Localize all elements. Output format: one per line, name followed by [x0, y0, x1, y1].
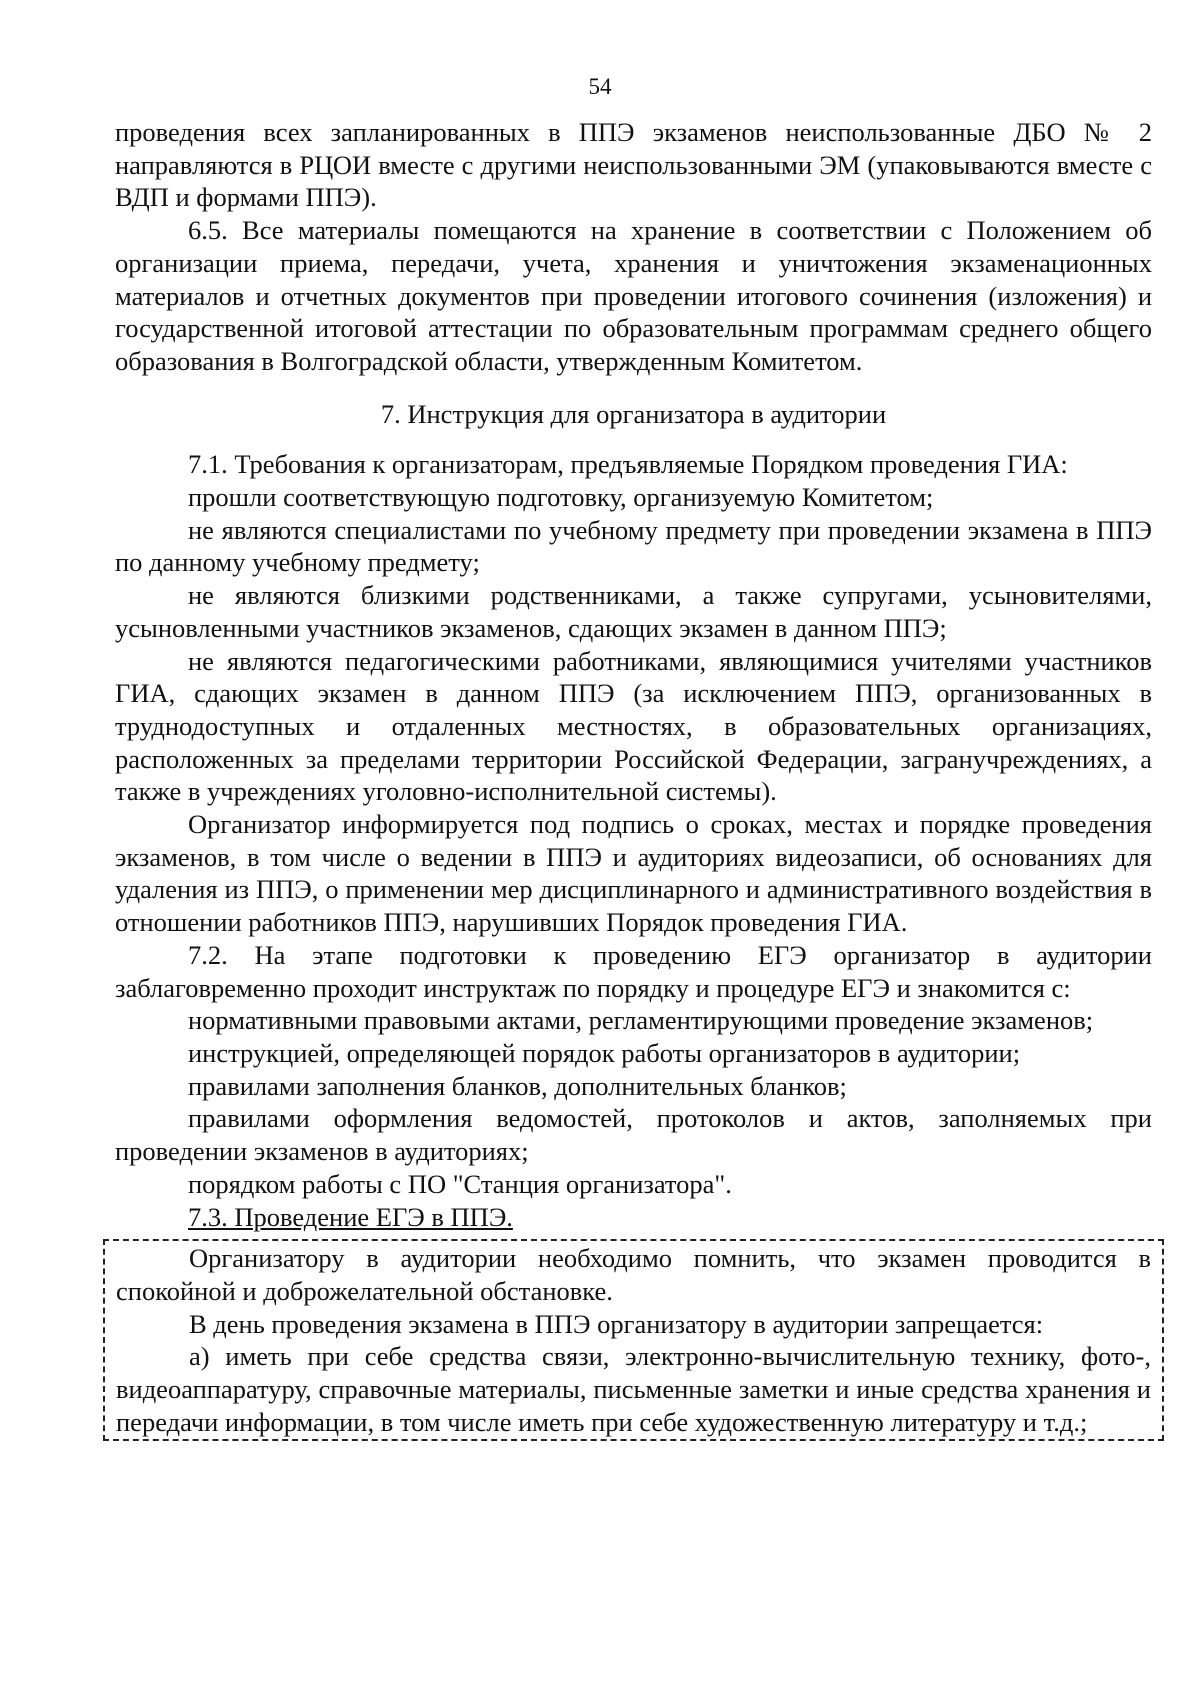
list-item: правилами оформления ведомостей, протоколов и актов, заполняемых при проведении экзаменов в аудиториях; [115, 1103, 1152, 1167]
list-item: не являются близкими родственниками, а также супругами, усыновителями, усыновленными участников экзаменов, сдающих экзамен в данном ППЭ; [115, 580, 1152, 643]
document-body [115, 116, 1152, 1441]
paragraph: Организатору в аудитории необходимо помнить, что экзамен проводится в спокойной и доброжелательной обстановке. [116, 1243, 1151, 1306]
paragraph: 7.2. На этапе подготовки к проведению ЕГЭ организатор в аудитории заблаговременно проходит инструктаж по порядку и процедуре ЕГЭ и знакомится с: [115, 939, 1152, 1003]
paragraph: 7.1. Требования к организаторам, предъявляемые Порядком проведения ГИА: [188, 449, 1068, 480]
list-item: не являются педагогическими работниками, являющимися учителями участников ГИА, сдающих экзамен в данном ППЭ (за исключением ППЭ, организованных в труднодоступных и отдаленных местностях, в образовательных организациях, расположенных за пределами территории Российской Федерации, загранучреждениях, а также в учреждениях уголовно-исполнительной системы). [115, 645, 1152, 807]
highlighted-box [103, 1239, 1164, 1441]
page-number: 54 [588, 74, 612, 99]
list-item: не являются специалистами по учебному предмету при проведении экзамена в ППЭ по данному учебному предмету; [115, 514, 1152, 578]
list-item: нормативными правовыми актами, регламентирующими проведение экзаменов; [188, 1005, 1094, 1036]
section-heading: 7. Инструкция для организатора в аудитории [380, 398, 887, 429]
list-item: инструкцией, определяющей порядок работы организаторов в аудитории; [188, 1037, 1021, 1068]
list-item: правилами заполнения бланков, дополнительных бланков; [188, 1070, 847, 1101]
paragraph: 6.5. Все материалы помещаются на хранение в соответствии с Положением об организации приема, передачи, учета, хранения и уничтожения экзаменационных материалов и отчетных документов при проведении итогового сочинения (изложения) и государственной итоговой аттестации по образовательным программам среднего общего образования в Волгоградской области, утвержденным Комитетом. [115, 215, 1152, 376]
paragraph: Организатор информируется под подпись о сроках, местах и порядке проведения экзаменов, в том числе о ведении в ППЭ и аудиториях видеозаписи, об основаниях для удаления из ППЭ, о применении мер дисциплинарного и административного воздействия в отношении работников ППЭ, нарушивших Порядок проведения ГИА. [115, 809, 1152, 938]
list-item: порядком работы с ПО "Станция организатора". [188, 1168, 732, 1199]
paragraph: проведения всех запланированных в ППЭ экзаменов неиспользованные ДБО № 2 направляются в РЦОИ вместе с другими неиспользованными ЭМ (упаковываются вместе с ВДП и формами ППЭ). [115, 117, 1152, 213]
list-item: прошли соответствующую подготовку, организуемую Комитетом; [188, 482, 934, 513]
subsection-title: 7.3. Проведение ЕГЭ в ППЭ. [188, 1201, 513, 1232]
paragraph: В день проведения экзамена в ППЭ организатору в аудитории запрещается: [189, 1308, 1044, 1339]
list-item: а) иметь при себе средства связи, электронно-вычислительную технику, фото-, видеоаппаратуру, справочные материалы, письменные заметки и иные средства хранения и передачи информации, в том числе иметь при себе художественную литературу и т.д.; [116, 1341, 1151, 1437]
